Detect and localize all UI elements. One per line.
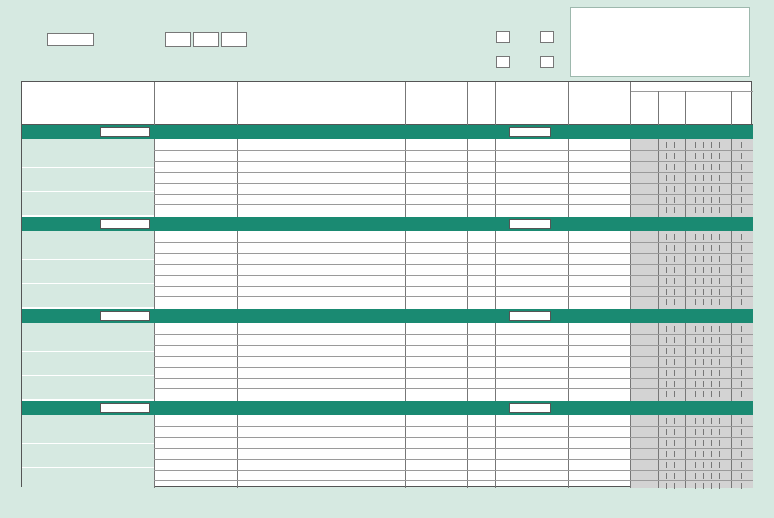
office-code-tick [719,197,720,203]
office-code-tick [703,153,704,159]
office-code-tick [695,381,696,387]
office-code-tick [674,142,675,148]
office-code-tick [711,207,712,213]
office-code-tick [666,289,667,295]
office-code-tick [674,337,675,343]
today-day-input[interactable] [47,33,94,46]
no-checkbox[interactable] [540,56,554,68]
row-line [154,253,753,254]
office-code-tick [703,429,704,435]
office-code-tick [666,359,667,365]
office-code-tick [695,164,696,170]
office-code-tick [666,462,667,468]
empty-container-weight-input[interactable] [509,219,551,229]
office-code-tick [719,337,720,343]
office-code-tick [741,483,742,489]
office-code-tick [703,381,704,387]
office-code-tick [711,197,712,203]
meal-details-column [22,139,154,215]
office-code-tick [719,348,720,354]
office-code-tick [711,267,712,273]
office-code-tick [741,462,742,468]
office-code-tick [711,370,712,376]
office-code-tick [741,381,742,387]
office-code-tick [695,429,696,435]
row-line [154,459,753,460]
office-code-tick [711,256,712,262]
office-code-tick [666,267,667,273]
office-code-tick [666,440,667,446]
office-code-tick [703,207,704,213]
office-code-tick [695,186,696,192]
office-code-tick [711,175,712,181]
meal-details-column [22,323,154,399]
row-line [154,356,753,357]
office-code-tick [719,256,720,262]
office-code-tick [695,451,696,457]
container-weight-input[interactable] [100,219,150,229]
office-code-tick [674,299,675,305]
office-code-tick [703,483,704,489]
office-code-tick [711,440,712,446]
empty-container-band [22,401,753,415]
row-line [154,172,753,173]
label-divider [22,375,154,376]
office-code-tick [719,164,720,170]
office-code-tick [666,370,667,376]
office-code-tick [666,142,667,148]
office-code-tick [695,462,696,468]
office-code-tick [703,299,704,305]
office-code-tick [719,483,720,489]
office-code-tick [666,429,667,435]
meal-details-column [22,415,154,491]
office-code-tick [719,326,720,332]
office-code-tick [741,451,742,457]
office-code-tick [695,153,696,159]
office-code-tick [695,207,696,213]
empty-container-band [22,217,753,231]
office-code-tick [695,289,696,295]
office-code-tick [741,473,742,479]
office-code-tick [695,175,696,181]
office-code-tick [741,207,742,213]
office-use-shading [630,125,753,488]
office-code-tick [674,326,675,332]
office-code-tick [666,186,667,192]
row-line [154,204,753,205]
office-code-tick [711,278,712,284]
office-code-tick [703,440,704,446]
office-code-tick [666,175,667,181]
office-code-tick [703,245,704,251]
office-code-tick [741,153,742,159]
office-code-tick [674,186,675,192]
office-code-tick [674,234,675,240]
office-code-tick [719,381,720,387]
office-code-tick [741,142,742,148]
office-code-tick [674,440,675,446]
office-code-tick [719,370,720,376]
office-code-tick [674,245,675,251]
office-code-tick [695,370,696,376]
row-line [154,378,753,379]
row-line [154,275,753,276]
row-line [154,437,753,438]
office-code-tick [666,197,667,203]
office-code-tick [711,186,712,192]
office-code-tick [674,164,675,170]
office-code-tick [711,391,712,397]
office-code-tick [703,451,704,457]
office-code-tick [666,337,667,343]
office-code-tick [711,289,712,295]
empty-container-weight-input[interactable] [509,311,551,321]
office-code-tick [695,440,696,446]
label-divider [22,351,154,352]
office-code-tick [703,289,704,295]
office-code-tick [695,142,696,148]
office-code-tick [666,278,667,284]
office-code-tick [695,348,696,354]
office-code-tick [674,418,675,424]
office-code-tick [674,473,675,479]
office-code-tick [719,299,720,305]
office-code-tick [741,370,742,376]
office-code-tick [695,418,696,424]
office-code-tick [695,359,696,365]
office-code-tick [695,473,696,479]
office-code-tick [695,245,696,251]
office-code-tick [666,483,667,489]
office-code-tick [703,186,704,192]
office-code-tick [711,381,712,387]
office-code-tick [674,207,675,213]
office-code-tick [666,164,667,170]
date-year-box[interactable] [221,32,247,47]
office-code-tick [703,234,704,240]
office-code-tick [741,337,742,343]
office-code-tick [741,348,742,354]
office-code-tick [703,175,704,181]
office-code-tick [666,418,667,424]
office-code-tick [741,267,742,273]
office-code-tick [703,473,704,479]
office-code-tick [674,256,675,262]
office-code-tick [741,278,742,284]
office-code-tick [674,451,675,457]
label-divider [22,191,154,192]
office-code-tick [741,299,742,305]
row-line [154,388,753,389]
office-code-tick [719,462,720,468]
office-code-tick [719,245,720,251]
office-code-tick [711,418,712,424]
office-code-tick [719,391,720,397]
label-divider [22,259,154,260]
office-code-tick [666,391,667,397]
office-code-tick [666,326,667,332]
office-code-tick [711,142,712,148]
office-code-tick [695,337,696,343]
office-code-tick [666,381,667,387]
office-code-tick [711,326,712,332]
office-code-tick [719,175,720,181]
office-code-tick [674,359,675,365]
office-code-tick [741,234,742,240]
office-code-tick [695,278,696,284]
office-code-tick [666,256,667,262]
office-code-tick [741,197,742,203]
office-code-tick [666,207,667,213]
office-code-tick [674,370,675,376]
office-code-tick [719,429,720,435]
office-code-tick [711,473,712,479]
row-line [154,470,753,471]
office-code-tick [703,278,704,284]
empty-container-weight-input[interactable] [509,127,551,137]
office-code-tick [711,164,712,170]
office-code-tick [666,234,667,240]
office-code-tick [741,429,742,435]
row-line [154,194,753,195]
office-code-tick [711,234,712,240]
row-line [154,480,753,481]
office-code-tick [703,370,704,376]
label-divider [22,443,154,444]
office-code-tick [674,462,675,468]
row-line [154,150,753,151]
office-code-tick [703,391,704,397]
office-code-tick [711,153,712,159]
office-code-tick [711,299,712,305]
office-code-tick [719,142,720,148]
office-code-tick [703,418,704,424]
office-code-tick [719,278,720,284]
office-code-tick [703,267,704,273]
label-divider [22,167,154,168]
row-line [154,334,753,335]
office-code-tick [666,153,667,159]
office-code-tick [674,381,675,387]
office-code-tick [674,267,675,273]
row-line [154,367,753,368]
empty-container-band [22,309,753,323]
office-code-tick [741,418,742,424]
row-line [154,161,753,162]
office-code-tick [674,197,675,203]
office-code-tick [695,299,696,305]
office-code-tick [674,175,675,181]
office-code-tick [741,440,742,446]
office-code-tick [719,186,720,192]
yes-checkbox[interactable] [496,56,510,68]
office-code-tick [711,429,712,435]
office-code-tick [719,473,720,479]
serial-number-label [570,7,750,77]
empty-container-weight-input[interactable] [509,403,551,413]
diary-table [21,81,752,487]
row-line [154,448,753,449]
office-code-tick [719,451,720,457]
container-weight-input[interactable] [100,311,150,321]
office-code-tick [711,483,712,489]
office-code-tick [741,359,742,365]
office-code-tick [666,451,667,457]
unwell-checkbox[interactable] [540,31,554,43]
office-code-tick [666,245,667,251]
office-code-tick [741,164,742,170]
office-code-tick [703,462,704,468]
office-code-tick [719,418,720,424]
well-checkbox[interactable] [496,31,510,43]
office-code-tick [703,348,704,354]
row-line [154,296,753,297]
office-code-tick [741,391,742,397]
office-code-tick [741,256,742,262]
office-code-tick [741,326,742,332]
office-code-tick [695,234,696,240]
office-code-tick [703,326,704,332]
office-code-tick [695,326,696,332]
label-divider [22,283,154,284]
meal-details-column [22,231,154,307]
office-code-tick [674,429,675,435]
office-code-tick [711,337,712,343]
office-code-tick [674,289,675,295]
container-weight-input[interactable] [100,127,150,137]
office-code-tick [741,245,742,251]
office-code-tick [711,245,712,251]
office-code-tick [674,483,675,489]
office-code-tick [674,278,675,284]
office-code-tick [703,197,704,203]
office-code-tick [695,391,696,397]
label-divider [22,467,154,468]
office-code-tick [666,348,667,354]
office-code-tick [711,359,712,365]
office-header-line [630,91,753,92]
office-code-tick [703,256,704,262]
date-day-box[interactable] [165,32,191,47]
row-line [154,242,753,243]
office-code-tick [703,142,704,148]
empty-container-band [22,125,753,139]
office-code-tick [741,175,742,181]
row-line [154,286,753,287]
office-code-tick [695,267,696,273]
office-code-tick [674,391,675,397]
office-code-tick [674,348,675,354]
row-line [154,345,753,346]
container-weight-input[interactable] [100,403,150,413]
office-code-tick [711,451,712,457]
office-code-tick [703,164,704,170]
office-code-tick [741,186,742,192]
office-code-tick [719,440,720,446]
office-code-tick [703,359,704,365]
office-code-tick [695,197,696,203]
date-month-box[interactable] [193,32,219,47]
row-line [154,264,753,265]
office-code-tick [674,153,675,159]
office-code-tick [719,267,720,273]
row-line [154,183,753,184]
office-code-tick [719,289,720,295]
office-code-tick [666,473,667,479]
office-code-tick [703,337,704,343]
office-code-tick [719,359,720,365]
office-code-tick [711,348,712,354]
office-code-tick [666,299,667,305]
office-code-tick [695,256,696,262]
row-line [154,426,753,427]
office-code-tick [741,289,742,295]
office-code-tick [719,207,720,213]
office-code-tick [711,462,712,468]
office-code-tick [719,234,720,240]
office-code-tick [719,153,720,159]
office-code-tick [695,483,696,489]
